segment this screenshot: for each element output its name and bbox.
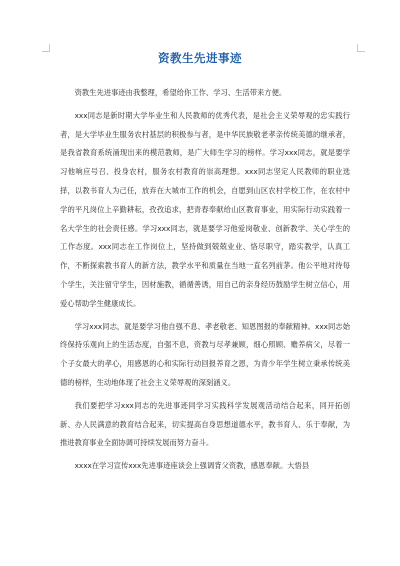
paragraph-3: 我们要把学习xxx同志的先进事迹同学习实践科学发展观活动结合起来，同开拓创新、办人民满意的教育结合起来，切实提高自身思想道德水平，教书育人、乐于奉献，为推进教育事业全面协调可持续发展而努力奋斗。 bbox=[60, 400, 350, 448]
paragraph-intro: 资教生先进事迹由我整理，希望给你工作、学习、生活带来方便。 bbox=[74, 88, 287, 97]
paragraph-2: 学习xxx同志，就是要学习他自强不息、孝老敬老、知恩图报的奉献精神。xxx同志始终保持乐观向上的生活态度，自强不息，资教与尽孝兼顾，细心照顾、赡养病父，尽着一个子女最大的孝心，用感恩的心和实际行动回报养育之恩，为青少年学生树立秉承传统美德的榜样，生动地体现了社会主义荣辱观的深刻涵义。 bbox=[60, 321, 350, 387]
document-title: 资教生先进事迹 bbox=[158, 51, 242, 65]
document-body bbox=[60, 84, 350, 480]
paragraph-4: xxxx在学习宣传xxx先进事迹座谈会上强调背父资教，感恩奉献。大悟县 bbox=[74, 461, 310, 471]
paragraph-1: xxx同志是新时期大学毕业生和人民教师的优秀代表，是社会主义荣辱观的忠实践行者，是大学毕业生服务农村基层的积极参与者，是中华民族敬老孝亲传统美德的继承者，是我省教育系统涌现出来的模范教师，是广大师生学习的榜样。学习xxx同志，就是要学习他响应号召、投身农村，服务农村教育的崇高理想。xxx同志坚定人民教师的职业选择，以教书育人为己任，放弃在大城市工作的机会，自愿到山区农村学校工作，在农村中学的平凡岗位上辛勤耕耘，孜孜追求，把青春奉献给山区教育事业，用实际行动实践着一名大学生的社会责任感。学习xxx同志，就是要学习他爱岗敬业、创新教学、关心学生的工作态度。xxx同志在工作岗位上，坚持做到兢兢业业、恪尽职守，踏实教学，认真工作，不断探索教书育人的新方法，教学水平和质量在当地一直名列前茅。他公平地对待每个学生，关注留守学生，因材施教，循循善诱，用自己的亲身经历鼓励学生树立信心，用爱心帮助学生健康成长。 bbox=[60, 110, 350, 308]
